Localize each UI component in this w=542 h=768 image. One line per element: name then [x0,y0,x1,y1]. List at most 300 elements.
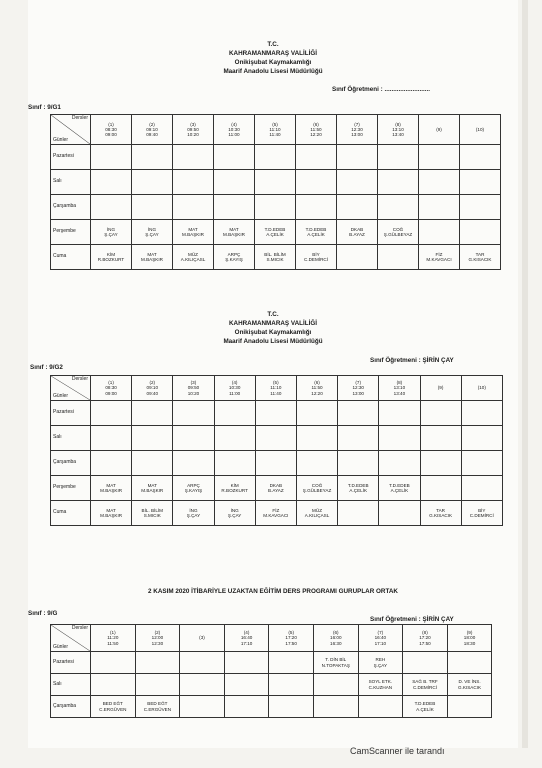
lesson-teacher: Ş.GÜLBEYAZ [383,232,413,237]
timetable-1 [50,114,501,270]
period-t1: 09:10 [146,385,159,391]
period-n: (5) [288,630,294,636]
lesson-cell [358,652,403,674]
header-line: Onikişubat Kaymakamlığı [234,59,312,66]
lesson-subject: MAT [147,251,157,257]
day-label: Pazartesi [51,652,91,674]
period-t2: 11:50 [107,640,119,646]
lesson-subject: DKAB [350,226,364,232]
lesson-cell [180,674,225,696]
lesson-cell [224,696,269,718]
day-label: Perşembe [51,220,91,245]
lesson-subject: BİY [478,507,486,513]
lesson-cell [419,170,460,195]
lesson-cell [214,501,255,526]
dersler-gunler-cell [51,115,91,145]
lesson-cell [214,451,255,476]
lesson-subject: TAR [436,507,446,513]
lesson-cell [420,476,461,501]
period-n: (1) [108,121,114,127]
lesson-subject: MAT [106,507,116,513]
period-t2: 18:30 [463,640,476,646]
period-t1: 08:30 [105,126,117,132]
lesson-subject: FİZ [272,507,280,513]
lesson-teacher: C.DEMİRCİ [412,684,437,690]
period-n: (4) [243,630,250,636]
lesson-teacher: Ş.ÇAY [145,232,159,237]
lesson-subject: MAT [106,482,116,488]
lesson-teacher: Ş.KAYIŞ [225,257,243,262]
lesson-cell [180,696,225,718]
class-label-3: Sınıf : 9/G [28,610,58,617]
lesson-teacher: B.AYAZ [349,232,365,237]
lesson-cell [337,245,378,270]
lesson-cell [313,674,358,696]
lesson-teacher: A.ÇELİK [390,488,409,493]
lesson-teacher: S.MICIK [266,257,284,262]
lesson-subject: MÜZ [312,507,322,513]
period-header [173,376,214,401]
period-t2: 12:20 [310,132,322,138]
period-n: (6) [332,630,339,636]
lesson-cell [379,501,420,526]
lesson-subject: ARPÇ [187,482,200,488]
period-header [358,625,403,652]
period-t1: 11:50 [311,385,323,391]
lesson-cell [296,145,337,170]
day-label: Çarşamba [51,195,91,220]
period-t2: 11:00 [228,132,240,138]
lesson-cell [296,451,337,476]
lesson-cell [255,501,296,526]
period-t1: 11:10 [270,385,282,391]
period-t2: 09:40 [146,390,159,396]
day-label: Pazartesi [51,401,91,426]
lesson-cell [296,501,337,526]
period-header [460,115,501,145]
period-t2: 16:30 [330,640,342,646]
lesson-cell [269,696,314,718]
lesson-subject: SAĞ B. TRF [412,679,438,685]
period-n: (5) [272,121,278,127]
lesson-cell [403,674,448,696]
lesson-subject: KİM [230,482,239,488]
lesson-cell [460,220,501,245]
lesson-cell [338,451,379,476]
lesson-teacher: M.BAŞKIR [182,232,204,237]
day-label: Çarşamba [51,451,91,476]
period-header [296,115,337,145]
period-n: (6) [313,121,319,127]
lesson-cell [296,195,337,220]
period-n: (8) [395,121,401,127]
lesson-cell [132,220,173,245]
dersler-label: Dersler [71,115,88,121]
lesson-cell [269,674,314,696]
lesson-subject: COĞ [311,482,323,488]
period-t2: 10:20 [187,132,199,138]
lesson-cell [132,170,173,195]
lesson-cell [91,145,132,170]
lesson-cell [91,220,132,245]
day-row [51,501,503,526]
lesson-cell [135,696,180,718]
lesson-subject: İNG [106,226,116,232]
lesson-teacher: Ş.ÇAY [373,662,388,668]
period-t1: 08:30 [105,385,117,391]
period-n: (8) [422,630,428,636]
lesson-cell [403,652,448,674]
lesson-subject: BİL. BİLİM [141,507,163,513]
period-header [269,625,314,652]
lesson-subject: MAT [229,226,239,232]
period-header [420,376,461,401]
period-header [337,115,378,145]
lesson-cell [224,652,269,674]
lesson-teacher: Ş.ÇAY [186,513,201,518]
lesson-cell [132,401,173,426]
lesson-subject: İNG [189,507,198,513]
period-t1: 09:10 [146,126,158,132]
period-header [132,115,173,145]
lesson-teacher: M.BAŞKIR [223,232,245,237]
day-row [51,652,492,674]
lesson-teacher: C.DEMİRCİ [304,257,328,262]
school-header-2 [28,310,518,346]
header-line: KAHRAMANMARAŞ VALİLİĞİ [228,50,318,57]
day-row [51,426,503,451]
lesson-cell [255,426,296,451]
lesson-cell [255,145,296,170]
lesson-cell [91,652,136,674]
period-header [461,376,502,401]
lesson-cell [214,476,255,501]
day-row [51,145,501,170]
period-n: (5) [273,380,279,386]
period-header [255,115,296,145]
header-line: T.C. [267,311,279,318]
lesson-cell [132,195,173,220]
lesson-cell [255,476,296,501]
lesson-cell [91,674,136,696]
lesson-teacher: A.ÇELİK [307,232,325,237]
period-t1: 09:50 [187,126,199,132]
timetable-3 [50,624,492,718]
lesson-subject: BİL. BİLİM [264,251,286,257]
period-n: (9) [436,126,442,132]
lesson-cell [214,170,255,195]
day-row [51,476,503,501]
lesson-cell [420,451,461,476]
lesson-cell [296,401,337,426]
lesson-teacher: G.KISACIK [429,513,453,518]
period-header [224,625,269,652]
lesson-cell [255,401,296,426]
lesson-cell [419,220,460,245]
period-t2: 13:00 [351,132,363,138]
lesson-cell [337,195,378,220]
lesson-cell [255,245,296,270]
dersler-label: Dersler [71,376,88,382]
lesson-cell [214,220,255,245]
lesson-cell [447,674,492,696]
period-t2: 10:20 [187,390,200,396]
lesson-cell [91,451,132,476]
period-t2: 13:40 [393,390,406,396]
class-teacher-2: Sınıf Öğretmeni : ŞİRİN ÇAY [370,357,454,364]
header-line: Maarif Anadolu Lisesi Müdürlüğü [223,68,323,75]
period-n: (4) [231,121,237,127]
lesson-subject: TAR [475,251,485,257]
gunler-label: Günler [53,643,69,650]
dersler-label: Dersler [71,625,88,631]
lesson-cell [460,195,501,220]
lesson-teacher: Ş.KAYIŞ [184,488,203,493]
period-n: (6) [314,380,320,386]
lesson-cell [460,170,501,195]
period-t1: 16:40 [374,635,387,641]
lesson-teacher: Ş.GÜLBEYAZ [302,488,332,493]
day-label: Cuma [51,245,91,270]
lesson-cell [132,145,173,170]
lesson-cell [91,245,132,270]
header-line: T.C. [267,41,279,48]
header-row [51,376,503,401]
lesson-subject: T.D.EDEB [264,226,286,232]
lesson-subject: FİZ [435,251,443,257]
period-header [447,625,492,652]
day-row [51,696,492,718]
lesson-cell [296,426,337,451]
lesson-cell [460,245,501,270]
period-n: (7) [355,380,362,386]
lesson-subject: BİY [312,251,320,257]
lesson-cell [461,401,502,426]
lesson-cell [337,170,378,195]
lesson-cell [461,426,502,451]
period-t1: 11:20 [107,635,119,641]
period-n: (1) [108,380,114,386]
period-header [173,115,214,145]
lesson-teacher: M.KAVGACI [426,257,452,262]
class-label-1: Sınıf : 9/G1 [28,104,61,111]
lesson-cell [378,170,419,195]
lesson-cell [420,426,461,451]
period-n: (3) [190,380,197,386]
period-t2: 17:10 [374,640,387,646]
lesson-cell [338,476,379,501]
lesson-teacher: C.ERGÜVEN [143,706,172,712]
period-n: (2) [149,380,156,386]
scanner-watermark: CamScanner ile tarandı [350,746,445,756]
period-t1: 12:30 [351,126,363,132]
lesson-cell [420,501,461,526]
lesson-cell [173,245,214,270]
lesson-subject: T.D.EDEB [305,226,327,232]
period-t1: 10:30 [228,385,241,391]
lesson-teacher: A.ÇELİK [416,706,434,712]
period-t2: 12:20 [311,390,323,396]
period-t1: 11:10 [269,126,281,132]
period-header [338,376,379,401]
lesson-cell [296,220,337,245]
lesson-subject: İNG [147,226,157,232]
period-t2: 13:00 [352,390,364,396]
lesson-teacher: A.ÇELİK [266,232,284,237]
lesson-subject: T. DİN BİL [325,657,347,663]
lesson-cell [255,170,296,195]
lesson-cell [224,674,269,696]
period-header [91,376,132,401]
lesson-teacher: G.KISACIK [458,684,482,690]
period-t2: 09:40 [146,132,158,138]
lesson-cell [338,501,379,526]
period-header [91,115,132,145]
lesson-cell [378,220,419,245]
lesson-subject: KİM [106,251,116,257]
lesson-cell [132,451,173,476]
timetable-2 [50,375,503,526]
lesson-teacher: M.BAŞKIR [100,488,123,493]
lesson-cell [135,652,180,674]
lesson-teacher: Ş.ÇAY [104,232,118,237]
lesson-subject: İNG [230,507,239,513]
period-header [135,625,180,652]
period-t1: 09:50 [187,385,200,391]
day-row [51,451,503,476]
period-t2: 17:50 [285,640,297,646]
lesson-teacher: A.ÇELİK [349,488,368,493]
lesson-subject: REH [375,657,386,663]
lesson-cell [269,652,314,674]
page-edge [522,0,528,748]
period-n: (3) [190,121,196,127]
day-label: Perşembe [51,476,91,501]
school-header-1 [28,40,518,76]
lesson-cell [173,145,214,170]
lesson-cell [296,245,337,270]
lesson-cell [447,652,492,674]
dersler-gunler-cell [51,625,91,652]
lesson-cell [419,245,460,270]
period-header [132,376,173,401]
header-line: Onikişubat Kaymakamlığı [234,329,312,336]
period-header [379,376,420,401]
lesson-cell [461,501,502,526]
period-n: (2) [154,630,161,636]
header-line: KAHRAMANMARAŞ VALİLİĞİ [228,320,318,327]
lesson-cell [419,195,460,220]
lesson-cell [313,652,358,674]
day-row [51,220,501,245]
period-t1: 16:00 [330,635,342,641]
period-header [419,115,460,145]
period-n: (9) [466,630,473,636]
lesson-cell [135,674,180,696]
period-header [180,625,225,652]
lesson-cell [420,401,461,426]
lesson-cell [378,195,419,220]
period-t2: 09:00 [105,132,117,138]
day-row [51,245,501,270]
day-row [51,195,501,220]
lesson-cell [338,401,379,426]
lesson-cell [91,696,136,718]
lesson-teacher: N.TOPAKTAŞ [321,662,350,668]
lesson-cell [379,451,420,476]
period-t1: 16:40 [240,635,253,641]
lesson-cell [255,220,296,245]
lesson-teacher: M.BAŞKIR [141,257,163,262]
lesson-cell [132,245,173,270]
period-n: (3) [199,635,205,641]
period-header [214,376,255,401]
lesson-cell [214,195,255,220]
lesson-cell [337,145,378,170]
lesson-cell [91,195,132,220]
period-t2: 11:40 [269,132,281,138]
lesson-cell [214,401,255,426]
period-header [255,376,296,401]
lesson-teacher: S.MICIK [143,513,161,518]
lesson-subject: COĞ [392,226,404,232]
lesson-teacher: M.KAVGACI [263,513,289,518]
lesson-teacher: C.DEMİRCİ [469,513,494,518]
lesson-teacher: G.KISACIK [468,257,492,262]
lesson-teacher: C.KUZHAN [368,684,393,690]
lesson-cell [460,145,501,170]
period-n: (7) [354,121,360,127]
lesson-cell [358,674,403,696]
lesson-cell [338,426,379,451]
lesson-cell [379,401,420,426]
lesson-cell [173,476,214,501]
lesson-cell [132,501,173,526]
period-t2: 17:50 [419,640,431,646]
period-header [378,115,419,145]
lesson-cell [132,476,173,501]
remote-program-title: 2 KASIM 2020 İTİBARİYLE UZAKTAN EĞİTİM DERS PROGRAMI GURUPLAR ORTAK [148,588,398,595]
lesson-cell [173,401,214,426]
lesson-cell [173,195,214,220]
lesson-subject: T.D.EDEB [347,482,369,488]
lesson-cell [91,501,132,526]
lesson-cell [447,696,492,718]
day-row [51,401,503,426]
period-t1: 18:00 [463,635,476,641]
lesson-teacher: R.BOZKURT [221,488,248,493]
lesson-subject: BED EĞT [102,701,123,707]
lesson-cell [419,145,460,170]
period-t1: 12:00 [151,635,164,641]
lesson-teacher: A.KILIÇASL [304,513,330,518]
period-header [214,115,255,145]
header-row [51,625,492,652]
lesson-cell [296,476,337,501]
lesson-cell [313,696,358,718]
day-row [51,674,492,696]
lesson-cell [173,426,214,451]
lesson-cell [173,220,214,245]
period-n: (8) [396,380,403,386]
period-header [296,376,337,401]
lesson-cell [461,451,502,476]
period-n: (9) [437,385,444,391]
lesson-subject: T.D.EDEB [389,482,410,488]
lesson-cell [173,451,214,476]
class-label-2: Sınıf : 9/G2 [30,364,63,371]
lesson-teacher: M.BAŞKIR [100,513,123,518]
